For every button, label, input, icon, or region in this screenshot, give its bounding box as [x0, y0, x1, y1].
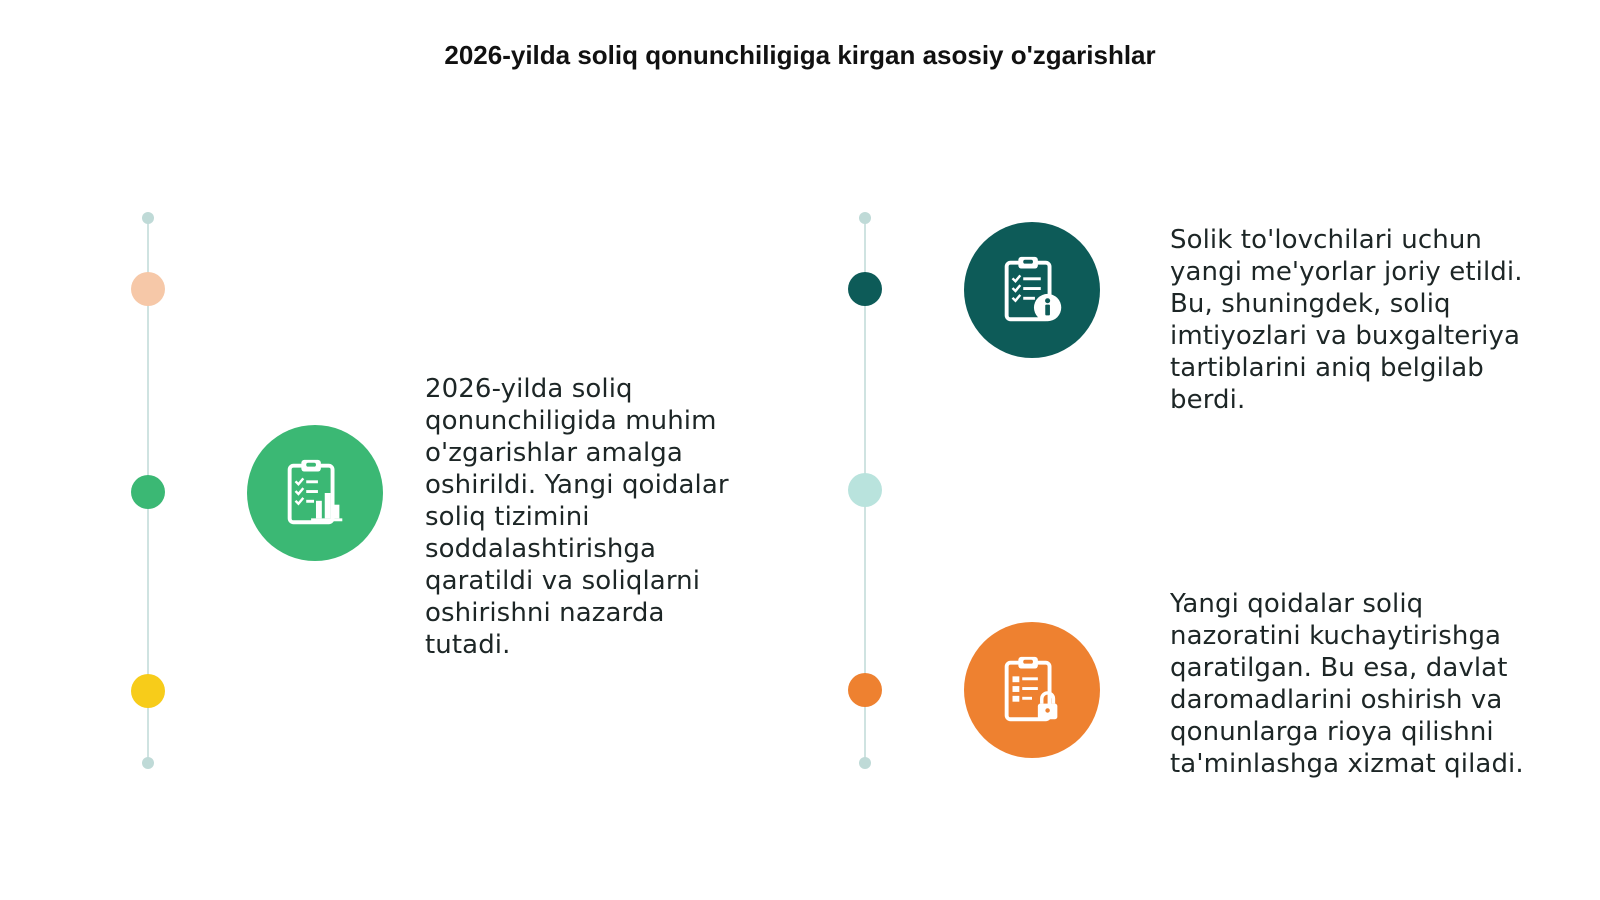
clipboard-lock-icon — [993, 651, 1071, 729]
clipboard-chart-icon — [276, 454, 354, 532]
timeline-end-cap — [142, 757, 154, 769]
timeline-dot-peach — [131, 272, 165, 306]
timeline-dot-mint — [848, 473, 882, 507]
timeline-start-cap — [142, 212, 154, 224]
item-text-3: Yangi qoidalar soliq nazoratini kuchaytirishga qaratilgan. Bu esa, davlat daromadlarini oshirish va qonunlarga rioya qilishni ta'minlashga xizmat qiladi. — [1170, 589, 1524, 779]
clipboard-lock-badge — [964, 622, 1100, 758]
clipboard-info-badge — [964, 222, 1100, 358]
item-text-2: Solik to'lovchilari uchun yangi me'yorlar joriy etildi. Bu, shuningdek, soliq imtiyozlari va buxgalteriya tartiblarini aniq belgilab berdi. — [1170, 225, 1523, 415]
page-title: 2026-yilda soliq qonunchiligiga kirgan asosiy o'zgarishlar — [444, 40, 1156, 70]
timeline-dot-green — [131, 475, 165, 509]
timeline-dot-yellow — [131, 674, 165, 708]
timeline-end-cap — [859, 757, 871, 769]
clipboard-chart-badge — [247, 425, 383, 561]
timeline-dot-dark-teal — [848, 272, 882, 306]
timeline-start-cap — [859, 212, 871, 224]
timeline-dot-orange — [848, 673, 882, 707]
clipboard-info-icon — [993, 251, 1071, 329]
item-text-1: 2026-yilda soliq qonunchiligida muhim o'zgarishlar amalga oshirildi. Yangi qoidalar soliq tizimini soddalashtirishga qaratildi va soliqlarni oshirishni nazarda tutadi. — [425, 374, 729, 660]
